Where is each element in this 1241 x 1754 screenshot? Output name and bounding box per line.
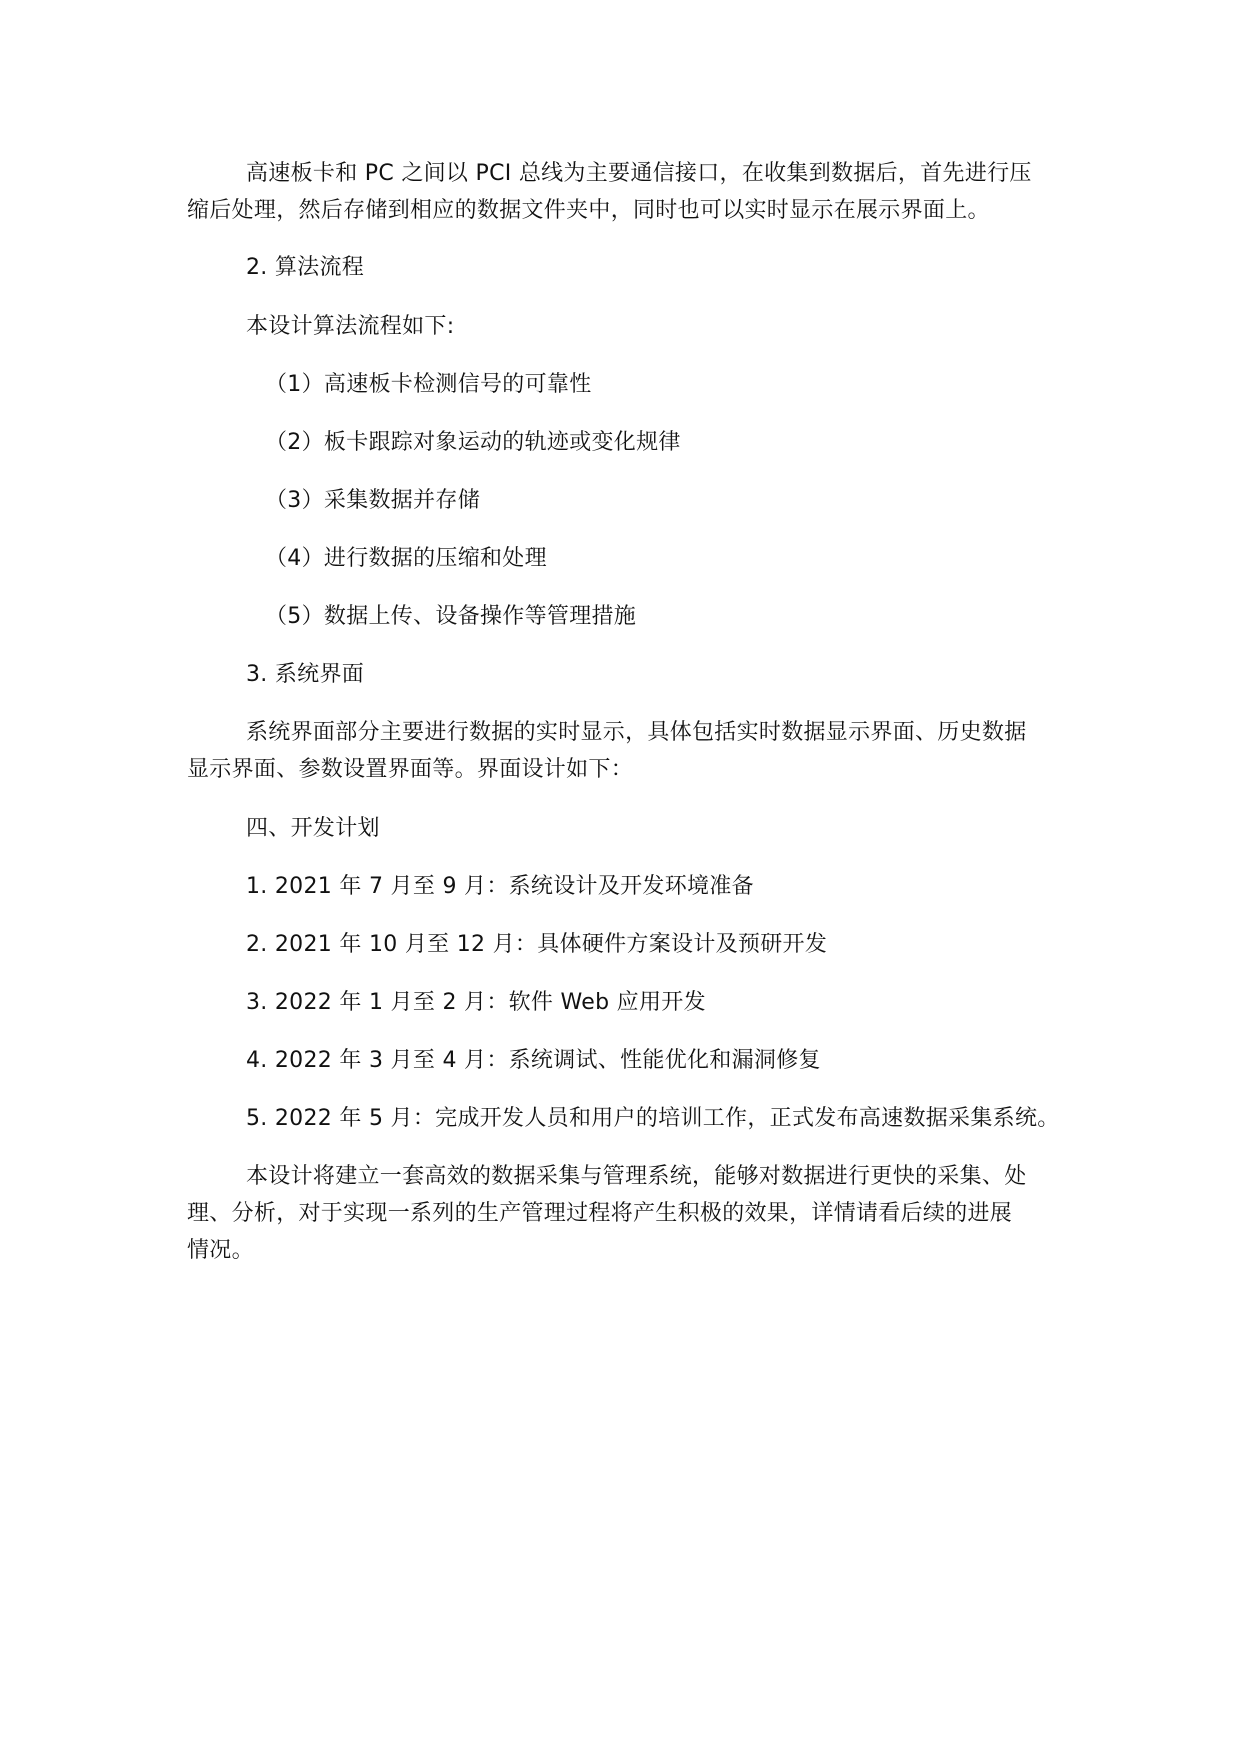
dev-plan-item-3: 3. 2022 年 1 月至 2 月：软件 Web 应用开发	[246, 990, 706, 1015]
algorithm-step-1: （1）高速板卡检测信号的可靠性	[265, 372, 592, 397]
dev-plan-item-1: 1. 2021 年 7 月至 9 月：系统设计及开发环境准备	[246, 874, 754, 899]
algorithm-heading: 2. 算法流程	[246, 255, 365, 280]
system-ui-heading: 3. 系统界面	[246, 662, 365, 687]
dev-plan-item-2: 2. 2021 年 10 月至 12 月：具体硬件方案设计及预研开发	[246, 932, 828, 957]
system-ui-paragraph-line-2: 显示界面、参数设置界面等。界面设计如下：	[187, 757, 634, 782]
conclusion-paragraph-line-1: 本设计将建立一套高效的数据采集与管理系统，能够对数据进行更快的采集、处	[246, 1164, 1027, 1189]
dev-plan-item-5: 5. 2022 年 5 月：完成开发人员和用户的培训工作，正式发布高速数据采集系统。	[246, 1106, 1060, 1131]
dev-plan-item-4: 4. 2022 年 3 月至 4 月：系统调试、性能优化和漏洞修复	[246, 1048, 821, 1073]
dev-plan-heading: 四、开发计划	[246, 816, 380, 841]
system-ui-paragraph-line-1: 系统界面部分主要进行数据的实时显示，具体包括实时数据显示界面、历史数据	[246, 720, 1027, 745]
algorithm-intro: 本设计算法流程如下:	[246, 314, 455, 339]
algorithm-step-4: （4）进行数据的压缩和处理	[265, 546, 547, 571]
intro-paragraph-line-1: 高速板卡和 PC 之间以 PCI 总线为主要通信接口，在收集到数据后，首先进行压	[246, 161, 1032, 186]
conclusion-paragraph-line-2: 理、分析，对于实现一系列的生产管理过程将产生积极的效果，详情请看后续的进展	[187, 1201, 1013, 1226]
algorithm-step-5: （5）数据上传、设备操作等管理措施	[265, 604, 637, 629]
conclusion-paragraph-line-3: 情况。	[187, 1238, 254, 1263]
algorithm-step-3: （3）采集数据并存储	[265, 488, 480, 513]
intro-paragraph-line-2: 缩后处理，然后存储到相应的数据文件夹中，同时也可以实时显示在展示界面上。	[187, 198, 990, 223]
algorithm-step-2: （2）板卡跟踪对象运动的轨迹或变化规律	[265, 430, 681, 455]
